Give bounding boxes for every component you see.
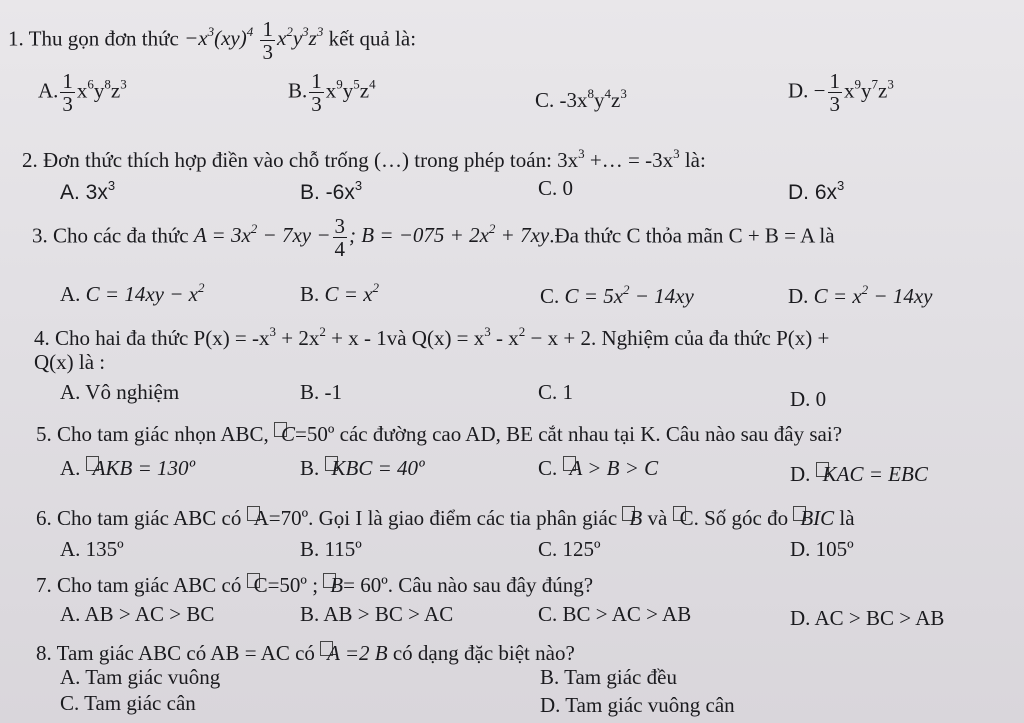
q7-option-d[interactable]: D. AC > BC > AB bbox=[790, 606, 945, 630]
q3-option-b[interactable]: B. $C = x^2$ bbox=[300, 280, 380, 306]
q7-option-a[interactable]: A. AB > AC > BC bbox=[60, 602, 215, 626]
question-3: 3. Cho các đa thức $A = 3x^2 - 7xy$ − $\frac{3}{4}$ ; $B = -075 + 2x^2$ + 7xy.Đa thức C thỏa mãn C + B = A là bbox=[32, 214, 835, 261]
q6-option-a[interactable]: A. 135º bbox=[60, 537, 124, 561]
q3-option-d[interactable]: D. $C = x^2 - 14xy$ bbox=[788, 282, 933, 308]
q1-option-a[interactable]: A. $\frac{1}{3}$ $x^6y^8z^3$ bbox=[38, 69, 127, 116]
q4-option-c[interactable]: C. 1 bbox=[538, 380, 574, 404]
question-5: 5. Cho tam giác nhọn ABC, C=50º các đường cao AD, BE cắt nhau tại K. Câu nào sau đây sai? bbox=[36, 422, 843, 446]
question-8: 8. Tam giác ABC có AB = AC có A =2 B có dạng đặc biệt nào? bbox=[36, 641, 575, 665]
q6-option-c[interactable]: C. 125º bbox=[538, 537, 601, 561]
question-1 bbox=[8, 18, 416, 63]
q1-option-b[interactable]: B. $\frac{1}{3}$ $x^9y^5z^4$ bbox=[288, 69, 376, 116]
q2-option-b[interactable]: B. $-6x^3$ bbox=[300, 178, 363, 204]
q5-option-b[interactable]: B. KBC = 40º bbox=[300, 456, 425, 480]
q2-option-d[interactable]: D. $6x^3$ bbox=[788, 178, 845, 204]
question-1-text: 1. Thu gọn đơn thức bbox=[8, 26, 179, 51]
q4-option-d[interactable]: D. 0 bbox=[790, 387, 827, 411]
q3-option-c[interactable]: C. $C = 5x^2 - 14xy$ bbox=[540, 282, 694, 308]
q5-option-d[interactable]: D. KAC = EBC bbox=[790, 462, 928, 486]
q2-option-c[interactable]: C. 0 bbox=[538, 176, 574, 200]
q4-option-b[interactable]: B. -1 bbox=[300, 380, 342, 404]
q2-option-a[interactable]: A. $3x^3$ bbox=[60, 178, 116, 204]
q8-option-d[interactable]: D. Tam giác vuông cân bbox=[540, 693, 735, 717]
q8-option-a[interactable]: A. Tam giác vuông bbox=[60, 665, 221, 689]
q1-option-c[interactable]: C. $-3x^8y^4z^3$ bbox=[535, 86, 627, 112]
q5-option-a[interactable]: A. AKB = 130º bbox=[60, 456, 196, 480]
q3-option-a[interactable]: A. $C = 14xy - x^2$ bbox=[60, 280, 205, 306]
question-7: 7. Cho tam giác ABC có C=50º ; B= 60º. Câu nào sau đây đúng? bbox=[36, 573, 594, 597]
q6-option-b[interactable]: B. 115º bbox=[300, 537, 362, 561]
q8-option-c[interactable]: C. Tam giác cân bbox=[60, 691, 196, 715]
question-1-expression: $-x^3(xy)^4$ $\frac{1}{3}$ $x^2y^3z^3$ bbox=[184, 17, 324, 64]
q6-option-d[interactable]: D. 105º bbox=[790, 537, 854, 561]
question-2: 2. Đơn thức thích hợp điền vào chỗ trống (…) trong phép toán: $3x^3$ +… = $-3x^3$ là: bbox=[22, 146, 706, 172]
q7-option-b[interactable]: B. AB > BC > AC bbox=[300, 602, 454, 626]
question-1-tail: kết quả là: bbox=[328, 26, 417, 51]
question-4: 4. Cho hai đa thức $P(x) = -x^3 + 2x^2 + x$ - 1và $Q(x) = x^3 - x^2 - x + 2$. Nghiệm của đa thức P(x) + bbox=[34, 324, 830, 350]
q4-option-a[interactable]: A. Vô nghiệm bbox=[60, 380, 180, 404]
question-4-line-2: Q(x) là : bbox=[34, 350, 106, 374]
question-6: 6. Cho tam giác ABC có A=70º. Gọi I là giao điểm các tia phân giác B và C. Số góc đo BIC là bbox=[36, 506, 855, 530]
q1-option-d[interactable]: D. − $\frac{1}{3}$ $x^9y^7z^3$ bbox=[788, 69, 894, 116]
q5-option-c[interactable]: C. A > B > C bbox=[538, 456, 659, 480]
q8-option-b[interactable]: B. Tam giác đều bbox=[540, 665, 677, 689]
q7-option-c[interactable]: C. BC > AC > AB bbox=[538, 602, 692, 626]
